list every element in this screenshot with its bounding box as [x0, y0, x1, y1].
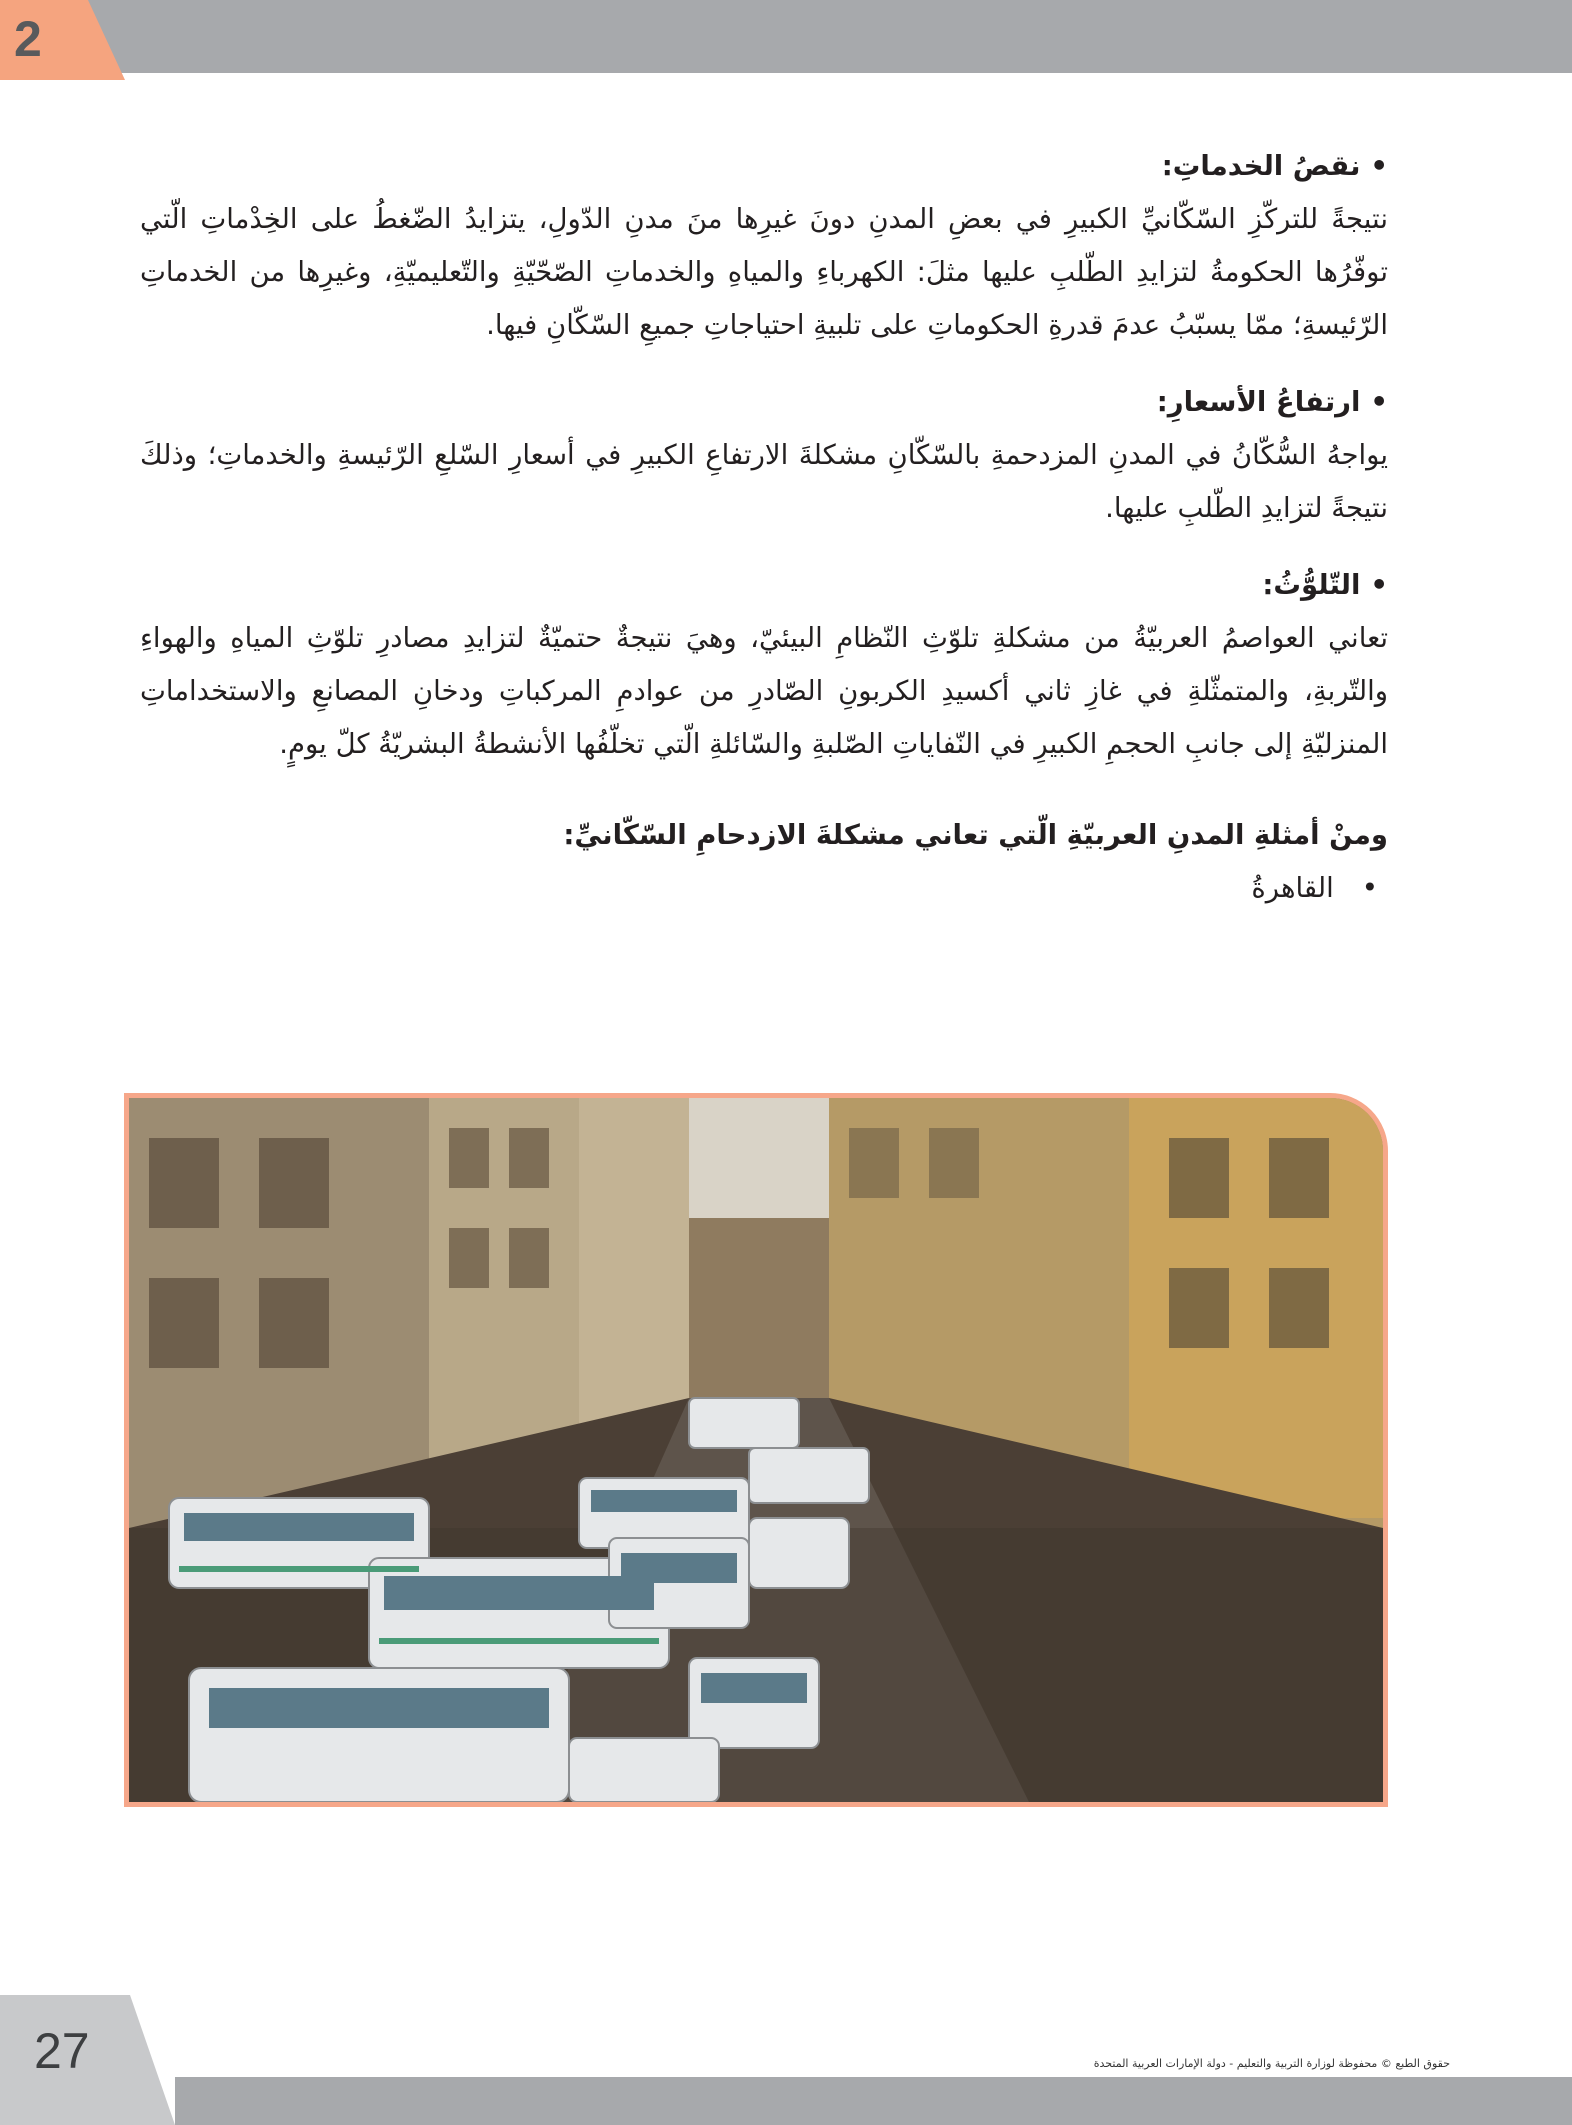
bottom-footer-bar [175, 2077, 1572, 2125]
page-number: 27 [34, 2023, 90, 2079]
section-pollution [140, 559, 1388, 771]
list-item [140, 862, 1388, 915]
page-content [140, 140, 1388, 915]
heading-text: التّلوُّثُ: [1262, 569, 1361, 601]
example-city: القاهرةُ [1251, 872, 1334, 904]
bullet-icon: • [1370, 569, 1388, 601]
photo-illustration [129, 1098, 1383, 1802]
bullet-icon: • [1370, 150, 1388, 182]
section-paragraph: نتيجةً للتركّزِ السّكّانيِّ الكبيرِ في بعضِ المدنِ دونَ غيرِها منَ مدنِ الدّولِ، يتزايدُ الضّغطُ على الخِدْماتِ الّتي توفّرُها الحكومةُ لتزايدِ الطّلبِ عليها مثلَ: الكهرباءِ والمياهِ والخدماتِ الصّحّيّةِ والتّعليميّةِ، وغيرِها من الخدماتِ الرّئيسةِ؛ ممّا يسبّبُ عدمَ قدرةِ الحكوماتِ على تلبيةِ احتياجاتِ جميعِ السّكّانِ فيها. [140, 203, 1388, 341]
bullet-icon: • [1370, 386, 1388, 418]
section-rising-prices [140, 376, 1388, 535]
section-heading [140, 140, 1388, 193]
heading-text: نقصُ الخدماتِ: [1161, 150, 1361, 182]
heading-text: ارتفاعُ الأسعارِ: [1156, 386, 1361, 418]
crowded-street-photo [124, 1093, 1388, 1807]
examples-title: ومنْ أمثلةِ المدنِ العربيّةِ الّتي تعاني مشكلةَ الازدحامِ السّكّانيِّ: [563, 819, 1388, 851]
section-paragraph: تعاني العواصمُ العربيّةُ من مشكلةِ تلوّثِ النّظامِ البيئيّ، وهيَ نتيجةٌ حتميّةٌ لتزايدِ مصادرِ تلوّثِ المياهِ والهواءِ والتّربةِ، والمتمثّلةِ في غازِ ثاني أكسيدِ الكربونِ الصّادرِ من عوادمِ المركباتِ ودخانِ المصانعِ والاستخداماتِ المنزليّةِ إلى جانبِ الحجمِ الكبيرِ في النّفاياتِ الصّلبةِ والسّائلةِ الّتي تخلّفُها الأنشطةُ البشريّةُ كلّ يومٍ. [140, 622, 1388, 760]
chapter-number: 2 [14, 11, 42, 67]
section-paragraph: يواجهُ السُّكّانُ في المدنِ المزدحمةِ بالسّكّانِ مشكلةَ الارتفاعِ الكبيرِ في أسعارِ السّلعِ الرّئيسةِ والخدماتِ؛ وذلكَ نتيجةً لتزايدِ الطّلبِ عليها. [140, 439, 1388, 524]
section-heading [140, 559, 1388, 612]
section-heading [140, 376, 1388, 429]
bullet-icon: • [1361, 872, 1378, 904]
section-lack-of-services [140, 140, 1388, 352]
top-header-bar [0, 0, 1572, 73]
copyright-notice: حقوق الطبع © محفوظة لوزارة التربية والتعليم - دولة الإمارات العربية المتحدة [1093, 2057, 1450, 2070]
